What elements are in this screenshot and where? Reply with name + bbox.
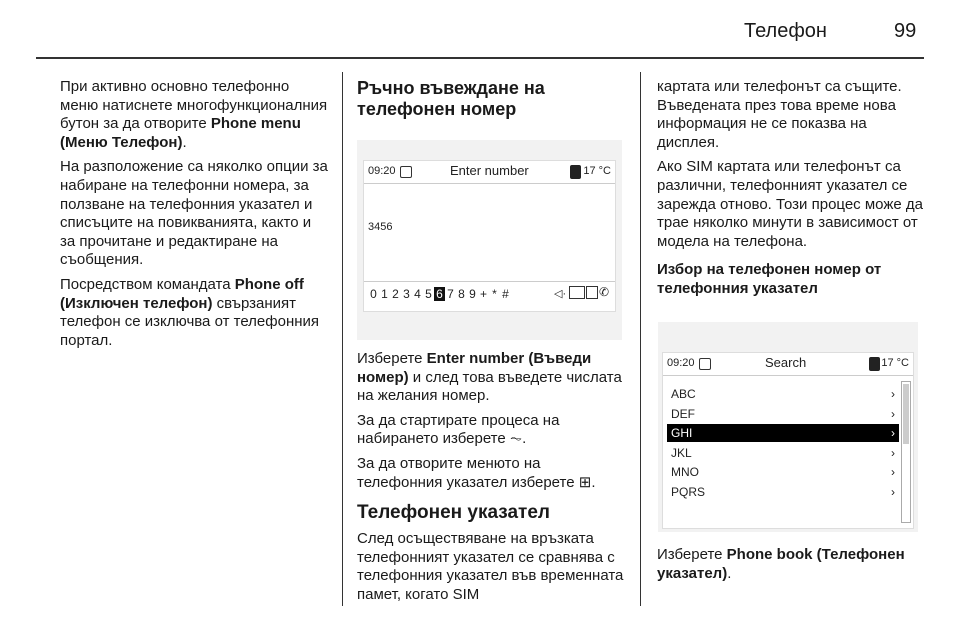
list-item-label: PQRS [671, 484, 706, 499]
paragraph [60, 276, 328, 350]
chevron-right-icon: › [891, 426, 895, 440]
paragraph [357, 455, 627, 492]
list-item[interactable] [667, 483, 899, 501]
section-heading: Телефонен указател [357, 502, 550, 524]
keypad-key[interactable]: # [502, 287, 509, 301]
keypad-key[interactable]: 8 [458, 287, 465, 301]
list-item-label: DEF [671, 406, 695, 421]
clock-time: 09:20 [667, 357, 695, 369]
temperature: 17 °C [881, 357, 909, 369]
column-3-body [657, 546, 929, 589]
menu-term: Phone menu (Меню Телефон) [60, 115, 301, 151]
screen-title: Enter number [450, 163, 529, 178]
scrollbar[interactable] [901, 381, 911, 523]
screen-title: Search [765, 355, 807, 370]
display-screen [363, 160, 616, 312]
entered-number: 3456 [368, 221, 393, 233]
section-heading: Ръчно въвеждане на телефонен номер [357, 78, 545, 119]
page-title: Телефон [744, 20, 827, 42]
scrollbar-thumb[interactable] [903, 384, 909, 444]
divider [364, 281, 615, 282]
chevron-right-icon: › [891, 445, 895, 460]
text: свързаният телефон се изключва от телефонния портал. [60, 294, 320, 349]
header-rule [36, 57, 924, 59]
page-header [0, 0, 960, 64]
keypad-key[interactable]: * [492, 287, 497, 301]
chevron-right-icon: › [891, 465, 895, 479]
paragraph [657, 546, 929, 583]
paragraph: картата или телефонът са същите. Въведената през това време нова информация не се показва на дисплея. [657, 78, 902, 151]
list-item-label: GHI [671, 426, 693, 440]
list-item-label: JKL [671, 445, 692, 460]
list-item-label: ABC [671, 387, 696, 401]
keypad-key[interactable]: 5 [425, 287, 432, 301]
column-2 [357, 78, 627, 126]
phone-status-icon [400, 166, 412, 178]
phone-battery-icon [570, 165, 581, 179]
call-icon[interactable]: ✆ [599, 285, 610, 299]
phonebook-figure [658, 322, 918, 532]
keypad-key[interactable]: 4 [414, 287, 421, 301]
call-icon: ⏦ [509, 430, 523, 448]
column-divider [342, 72, 343, 606]
keypad-key[interactable]: 6 [434, 287, 445, 301]
subsection-heading: Избор на телефонен номер от телефонния указател [657, 261, 882, 297]
phone-battery-icon [869, 357, 880, 371]
clock-time: 09:20 [368, 165, 396, 177]
menu-term: Enter number (Въведи номер) [357, 350, 592, 386]
chevron-right-icon: › [891, 387, 895, 401]
backspace-icon[interactable]: ◁· [554, 288, 567, 300]
list-item[interactable] [667, 405, 899, 423]
text: Посредством командата [60, 275, 235, 293]
keypad-key[interactable]: 7 [447, 287, 454, 301]
list-item-label: MNO [671, 465, 699, 479]
chevron-right-icon: › [891, 484, 895, 499]
keypad-key[interactable]: + [479, 287, 487, 301]
screen-status-bar [663, 353, 913, 376]
text: Изберете [357, 350, 427, 367]
paragraph [60, 78, 328, 152]
list-item[interactable] [667, 463, 899, 481]
column-1 [60, 78, 328, 356]
paragraph [357, 350, 627, 406]
list-item[interactable] [667, 444, 899, 462]
contact-icon[interactable] [586, 286, 598, 299]
paragraph: Ако SIM картата или телефонът са различни, телефонният указател се зарежда отново. Този процес може да трае няколко минути в зависимост от модела на телефона. [657, 158, 923, 250]
paragraph: На разположение са няколко опции за набиране на телефонни номера, за ползване на телефонния указател и списъците на повикванията, както и за прочитане и редактиране на съобщения. [60, 158, 328, 269]
text: За да стартирате процеса на набирането изберете [357, 411, 560, 448]
text: . [727, 564, 732, 582]
list-item[interactable] [667, 424, 899, 442]
column-3 [657, 78, 929, 305]
text: и след това въведете числата на желания номер. [357, 368, 622, 405]
column-divider [640, 72, 641, 606]
text: Изберете [657, 546, 727, 563]
text: . [522, 430, 527, 448]
paragraph: След осъществяване на връзката телефонният указател се сравнява с телефонния указател във временната памет, когато SIM [357, 530, 624, 603]
keypad-key[interactable]: 9 [469, 287, 476, 301]
menu-term: Phone book (Телефонен указател) [657, 546, 905, 582]
keypad-key[interactable]: 2 [392, 287, 399, 301]
display-screen [662, 352, 914, 529]
menu-term: Phone off (Изключен телефон) [60, 275, 304, 312]
text: . [591, 473, 596, 491]
screen-status-bar [364, 161, 615, 184]
paragraph [357, 412, 627, 449]
text: При активно основно телефонно меню натиснете многофункционалния бутон за да отворите [60, 78, 328, 133]
list-item[interactable] [667, 385, 899, 403]
text: За да отворите менюто на телефонния указател изберете [357, 454, 579, 491]
keypad-key[interactable]: 0 [370, 287, 377, 301]
keypad-key[interactable]: 1 [381, 287, 388, 301]
keypad-key[interactable]: 3 [403, 287, 410, 301]
column-2-body [357, 350, 627, 611]
page-number: 99 [894, 20, 917, 42]
phonebook-icon[interactable] [569, 286, 585, 299]
digit-keypad[interactable] [368, 287, 511, 301]
phonebook-icon: ⊞ [578, 473, 592, 491]
phone-status-icon [699, 358, 711, 370]
temperature: 17 °C [583, 165, 611, 177]
chevron-right-icon: › [891, 406, 895, 421]
text: . [182, 133, 187, 151]
enter-number-figure [357, 140, 622, 340]
